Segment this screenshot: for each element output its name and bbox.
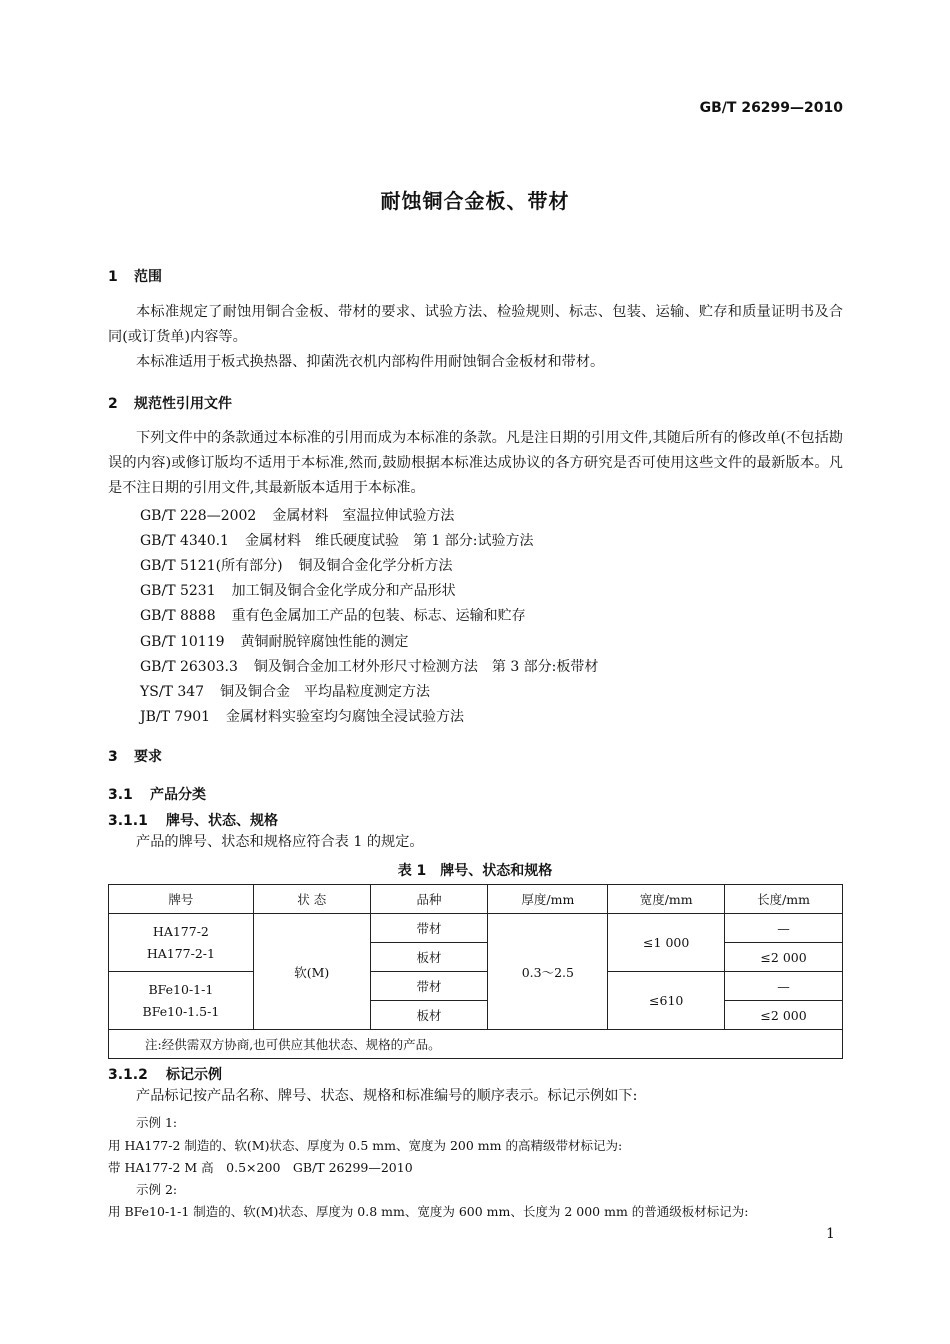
reference-title: 金属材料实验室均匀腐蚀全浸试验方法 bbox=[226, 709, 465, 725]
section-number: 3.1.2 bbox=[108, 1067, 148, 1083]
reference-item bbox=[140, 706, 464, 726]
paragraph: 本标准适用于板式换热器、抑菌洗衣机内部构件用耐蚀铜合金板材和带材。 bbox=[136, 354, 605, 370]
section-number: 3 bbox=[108, 749, 118, 765]
section-number: 2 bbox=[108, 396, 118, 412]
section-number: 1 bbox=[108, 269, 118, 285]
reference-title: 铜及铜合金加工材外形尺寸检测方法 第 3 部分:板带材 bbox=[253, 659, 599, 675]
header-variety: 品种 bbox=[370, 885, 488, 914]
example-label: 示例 2: bbox=[136, 1182, 178, 1197]
table-caption: 表 1 牌号、状态和规格 bbox=[397, 863, 553, 879]
table-header-row bbox=[109, 885, 843, 914]
length-cell: — bbox=[725, 972, 843, 1001]
section-title: 牌号、状态、规格 bbox=[166, 813, 278, 829]
variety-cell: 带材 bbox=[370, 914, 488, 943]
table-note-row bbox=[109, 1030, 843, 1059]
header-state: 状 态 bbox=[253, 885, 370, 914]
section-title: 规范性引用文件 bbox=[134, 396, 232, 412]
section-3-1-2-heading bbox=[108, 1064, 222, 1084]
width-cell: ≤1 000 bbox=[608, 914, 725, 972]
section-3-heading bbox=[108, 746, 162, 766]
standard-number: GB/T 26299—2010 bbox=[699, 100, 843, 116]
document-title: 耐蚀铜合金板、带材 bbox=[380, 189, 570, 213]
page-number: 1 bbox=[826, 1226, 835, 1242]
reference-item bbox=[140, 631, 409, 651]
section-title: 范围 bbox=[134, 269, 162, 285]
reference-code: GB/T 26303.3 bbox=[140, 659, 238, 675]
example-label: 示例 1: bbox=[136, 1115, 178, 1130]
section-title: 产品分类 bbox=[150, 787, 206, 803]
reference-item bbox=[140, 530, 534, 550]
state-cell: 软(M) bbox=[253, 914, 370, 1030]
header-width: 宽度/mm bbox=[608, 885, 725, 914]
reference-code: GB/T 4340.1 bbox=[140, 533, 229, 549]
header-length: 长度/mm bbox=[725, 885, 843, 914]
grade-name: BFe10-1.5-1 bbox=[142, 1003, 220, 1019]
reference-item bbox=[140, 555, 453, 575]
table-row bbox=[109, 914, 843, 943]
example-description: 用 BFe10-1-1 制造的、软(M)状态、厚度为 0.8 mm、宽度为 600 mm、长度为 2 000 mm 的普通级板材标记为: bbox=[108, 1204, 749, 1219]
table-row bbox=[109, 972, 843, 1001]
length-cell: ≤2 000 bbox=[725, 943, 843, 972]
variety-cell: 板材 bbox=[370, 943, 488, 972]
reference-title: 加工铜及铜合金化学成分和产品形状 bbox=[231, 583, 456, 599]
reference-title: 黄铜耐脱锌腐蚀性能的测定 bbox=[240, 634, 409, 650]
grade-cell bbox=[109, 972, 254, 1030]
reference-item bbox=[140, 681, 430, 701]
length-cell: ≤2 000 bbox=[725, 1001, 843, 1030]
header-thickness: 厚度/mm bbox=[488, 885, 608, 914]
paragraph: 下列文件中的条款通过本标准的引用而成为本标准的条款。凡是注日期的引用文件,其随后所有的修改单(不包括勘误的内容)或修订版均不适用于本标准,然而,鼓励根据本标准达成协议的各方研究是否可使用这些文件的最新版本。凡是不注日期的引用文件,其最新版本适用于本标准。 bbox=[108, 430, 843, 496]
example-mark: 带 HA177-2 M 高 0.5×200 GB/T 26299—2010 bbox=[108, 1160, 413, 1175]
reference-item bbox=[140, 505, 454, 525]
reference-item bbox=[140, 656, 598, 676]
section-title: 标记示例 bbox=[166, 1067, 222, 1083]
reference-title: 金属材料 维氏硬度试验 第 1 部分:试验方法 bbox=[244, 533, 534, 549]
reference-title: 铜及铜合金化学分析方法 bbox=[298, 558, 453, 574]
paragraph: 本标准规定了耐蚀用铜合金板、带材的要求、试验方法、检验规则、标志、包装、运输、贮存和质量证明书及合同(或订货单)内容等。 bbox=[108, 304, 843, 345]
paragraph: 产品标记按产品名称、牌号、状态、规格和标准编号的顺序表示。标记示例如下: bbox=[136, 1088, 638, 1104]
section-3-1-heading bbox=[108, 784, 206, 804]
reference-code: GB/T 8888 bbox=[140, 608, 216, 624]
reference-code: GB/T 228—2002 bbox=[140, 508, 257, 524]
section-1-heading bbox=[108, 266, 162, 286]
section-number: 3.1 bbox=[108, 787, 133, 803]
grade-cell bbox=[109, 914, 254, 972]
width-cell: ≤610 bbox=[608, 972, 725, 1030]
example-description: 用 HA177-2 制造的、软(M)状态、厚度为 0.5 mm、宽度为 200 mm 的高精级带材标记为: bbox=[108, 1138, 623, 1153]
reference-item bbox=[140, 580, 456, 600]
reference-code: JB/T 7901 bbox=[140, 709, 211, 725]
reference-code: GB/T 10119 bbox=[140, 634, 225, 650]
variety-cell: 板材 bbox=[370, 1001, 488, 1030]
reference-code: GB/T 5121(所有部分) bbox=[140, 558, 283, 574]
table-note: 注:经供需双方协商,也可供应其他状态、规格的产品。 bbox=[109, 1030, 843, 1059]
length-cell: — bbox=[725, 914, 843, 943]
variety-cell: 带材 bbox=[370, 972, 488, 1001]
thickness-cell: 0.3～2.5 bbox=[488, 914, 608, 1030]
grade-name: BFe10-1-1 bbox=[148, 981, 214, 997]
section-3-1-1-heading bbox=[108, 810, 278, 830]
section-number: 3.1.1 bbox=[108, 813, 148, 829]
section-2-heading bbox=[108, 393, 232, 413]
reference-title: 重有色金属加工产品的包装、标志、运输和贮存 bbox=[231, 608, 526, 624]
reference-title: 金属材料 室温拉伸试验方法 bbox=[272, 508, 455, 524]
reference-code: GB/T 5231 bbox=[140, 583, 216, 599]
paragraph: 产品的牌号、状态和规格应符合表 1 的规定。 bbox=[136, 834, 424, 850]
header-grade: 牌号 bbox=[109, 885, 254, 914]
spec-table bbox=[108, 884, 843, 1059]
section-title: 要求 bbox=[134, 749, 162, 765]
reference-title: 铜及铜合金 平均晶粒度测定方法 bbox=[220, 684, 431, 700]
reference-code: YS/T 347 bbox=[140, 684, 205, 700]
reference-item bbox=[140, 605, 526, 625]
grade-name: HA177-2 bbox=[152, 923, 209, 939]
grade-name: HA177-2-1 bbox=[146, 945, 215, 961]
